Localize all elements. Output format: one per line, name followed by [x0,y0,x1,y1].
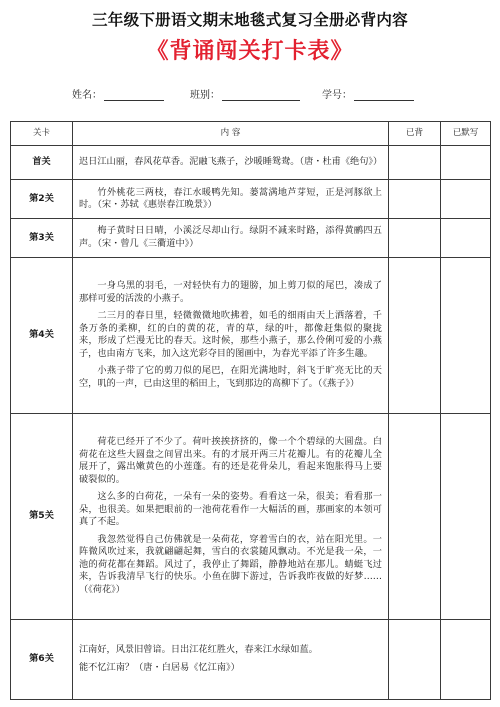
dictated-checkbox-cell[interactable] [441,619,491,699]
col-header-dictated: 已默写 [441,122,491,146]
dictated-checkbox-cell[interactable] [441,180,491,219]
class-blank[interactable] [222,88,300,101]
class-label: 班别： [190,90,220,101]
dictated-checkbox-cell[interactable] [441,257,491,413]
level-cell: 第6关 [11,619,73,699]
table-row [11,180,491,219]
content-cell [73,257,389,413]
content-cell [73,619,389,699]
col-header-content: 内 容 [73,122,389,146]
content-paragraph: 荷花已经开了不少了。荷叶挨挨挤挤的，像一个个碧绿的大圆盘。白荷花在这些大圆盘之间冒出来。有的才展开两三片花瓣儿。有的花瓣儿全展开了，露出嫩黄色的小莲蓬。有的还是花骨朵儿，看起来饱胀得马上要破裂似的。 [79,436,382,485]
content-paragraph: 梅子黄时日日晴，小溪泛尽却山行。绿阴不减来时路，添得黄鹂四五声。（宋・曾几《三衢道中》） [79,225,382,249]
dictated-checkbox-cell[interactable] [441,414,491,620]
content-paragraph: 江南好，风景旧曾谙。日出江花红胜火，春来江水绿如蓝。 [79,644,318,656]
col-header-recited: 已背 [389,122,441,146]
recited-checkbox-cell[interactable] [389,619,441,699]
table-header-row [11,122,491,146]
name-label: 姓名： [72,90,102,101]
recited-checkbox-cell[interactable] [389,414,441,620]
level-cell: 首关 [11,146,73,180]
content-cell [73,219,389,258]
recited-checkbox-cell[interactable] [389,257,441,413]
content-paragraph: 能不忆江南？（唐・白居易《忆江南》） [79,661,240,673]
table-body [11,146,491,700]
table-row [11,257,491,413]
content-cell [73,146,389,180]
content-paragraph: 迟日江山丽，春风花草香。泥融飞燕子，沙暖睡鸳鸯。（唐・杜甫《绝句》） [79,156,383,168]
recited-checkbox-cell[interactable] [389,146,441,180]
content-paragraph: 竹外桃花三两枝，春江水暖鸭先知。蒌蒿满地芦芽短，正是河豚欲上时。（宋・苏轼《惠崇春江晚景》） [79,186,382,211]
content-paragraph: 一身乌黑的羽毛，一对轻快有力的翅膀，加上剪刀似的尾巴，凑成了那样可爱的活泼的小燕子。 [79,280,382,304]
level-cell: 第3关 [11,219,73,258]
table-row [11,146,491,180]
table-row [11,619,491,699]
checkin-table [10,121,491,700]
table-row [11,414,491,620]
class-field [190,86,300,101]
content-paragraph: 这么多的白荷花，一朵有一朵的姿势。看看这一朵，很美；看看那一朵，也很美。如果把眼前的一池荷花看作一大幅活的画，那画家的本领可真了不起。 [79,491,382,528]
content-paragraph: 二三月的春日里，轻微微微地吹拂着，如毛的细雨由天上洒落着，千条万条的柔柳，红的白的黄的花，青的草，绿的叶，都像赶集似的聚拢来，形成了烂漫无比的春天。这时候，那些小燕子，那么伶俐可爱的小燕子，也由南方飞来，加入这光彩夺目的图画中，为春光平添了许多生趣。 [79,310,382,359]
student-info-fields [0,86,500,104]
document-subtitle: 《背诵闯关打卡表》 [146,38,354,64]
name-field [72,86,164,101]
document-title: 三年级下册语文期末地毯式复习全册必背内容 [91,11,408,29]
name-blank[interactable] [104,88,164,101]
content-paragraph: 小燕子带了它的剪刀似的尾巴，在阳光满地时，斜飞于旷亮无比的天空，叽的一声，已由这里的稻田上，飞到那边的高柳下了。（《燕子》） [79,365,382,389]
dictated-checkbox-cell[interactable] [441,146,491,180]
col-header-level: 关卡 [11,122,73,146]
id-field [322,86,414,101]
level-cell: 第2关 [11,180,73,219]
content-cell [73,414,389,620]
content-paragraph: 我忽然觉得自己仿佛就是一朵荷花，穿着雪白的衣，站在阳光里。一阵微风吹过来，我就翩翩起舞，雪白的衣裳随风飘动。不光是我一朵，一池的荷花都在舞蹈。风过了，我停止了舞蹈，静静地站在那儿。蜻蜓飞过来，告诉我清早飞行的快乐。小鱼在脚下游过，告诉我昨夜做的好梦……（《荷花》） [79,533,382,595]
id-label: 学号： [322,90,352,101]
content-cell [73,180,389,219]
recited-checkbox-cell[interactable] [389,180,441,219]
recited-checkbox-cell[interactable] [389,219,441,258]
table-row [11,219,491,258]
dictated-checkbox-cell[interactable] [441,219,491,258]
id-blank[interactable] [354,88,414,101]
level-cell: 第5关 [11,414,73,620]
level-cell: 第4关 [11,257,73,413]
